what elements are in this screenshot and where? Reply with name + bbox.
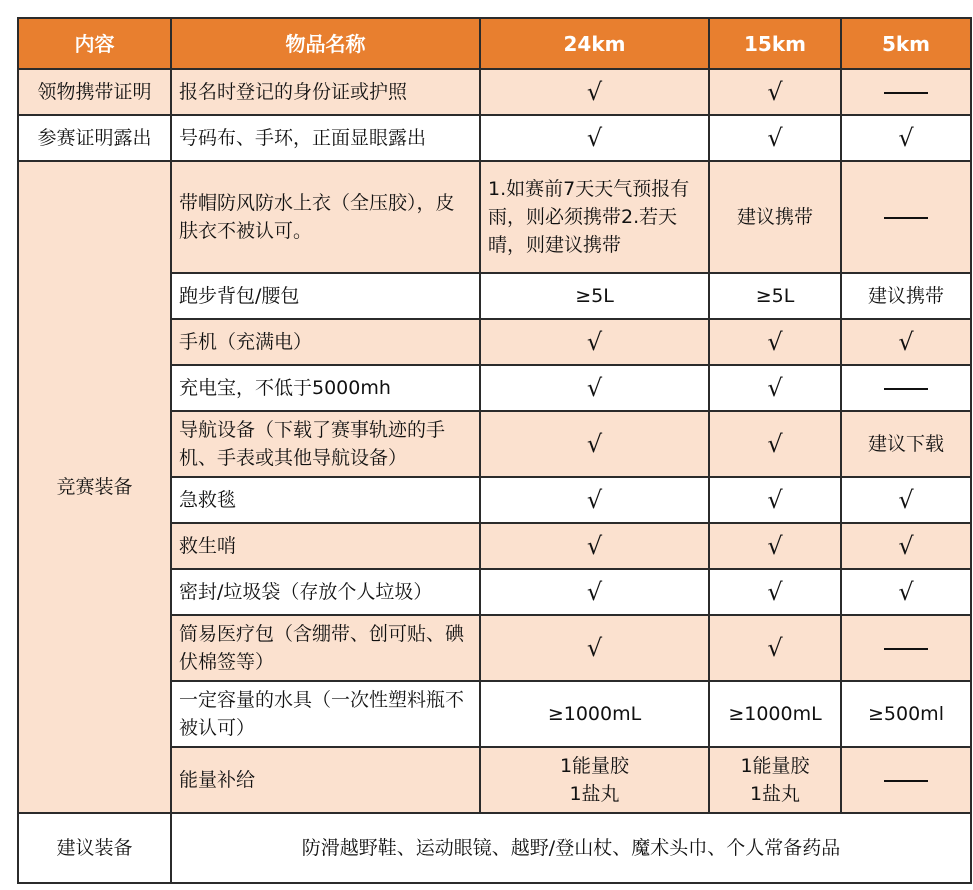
value-cell-15km: √	[709, 115, 841, 161]
item-cell: 一定容量的水具（一次性塑料瓶不被认可）	[171, 681, 480, 747]
value-cell-15km: √	[709, 319, 841, 365]
value-cell-5km: √	[841, 569, 971, 615]
value-cell-5km: ≥500ml	[841, 681, 971, 747]
item-cell: 手机（充满电）	[171, 319, 480, 365]
value-cell-24km: √	[480, 365, 709, 411]
item-cell: 导航设备（下载了赛事轨迹的手机、手表或其他导航设备）	[171, 411, 480, 477]
value-cell-24km: 1.如赛前7天天气预报有雨，则必须携带2.若天晴，则建议携带	[480, 161, 709, 273]
category-cell: 建议装备	[18, 813, 171, 883]
dash-icon	[884, 780, 928, 782]
header-5km: 5km	[841, 18, 971, 69]
header-content: 内容	[18, 18, 171, 69]
value-cell-5km: 建议携带	[841, 273, 971, 319]
value-cell-15km: √	[709, 477, 841, 523]
value-cell-24km: ≥5L	[480, 273, 709, 319]
item-cell: 带帽防风防水上衣（全压胶），皮肤衣不被认可。	[171, 161, 480, 273]
value-cell-24km: √	[480, 569, 709, 615]
value-cell-15km: √	[709, 411, 841, 477]
dash-icon	[884, 217, 928, 219]
table-row	[18, 813, 971, 883]
header-15km: 15km	[709, 18, 841, 69]
value-cell-15km	[709, 747, 841, 813]
item-cell: 跑步背包/腰包	[171, 273, 480, 319]
value-cell-15km: 建议携带	[709, 161, 841, 273]
dash-icon	[884, 388, 928, 390]
item-cell: 急救毯	[171, 477, 480, 523]
equipment-table	[17, 17, 972, 884]
value-cell-24km: √	[480, 319, 709, 365]
table-row	[18, 161, 971, 273]
value-cell-15km: √	[709, 615, 841, 681]
value-line: 1盐丸	[749, 783, 801, 805]
value-cell-24km: √	[480, 615, 709, 681]
value-line: 1能量胶	[740, 755, 810, 777]
value-cell-5km: √	[841, 115, 971, 161]
header-item-name: 物品名称	[171, 18, 480, 69]
value-cell-15km: ≥1000mL	[709, 681, 841, 747]
value-cell-24km: √	[480, 411, 709, 477]
value-cell-24km: √	[480, 115, 709, 161]
header-24km: 24km	[480, 18, 709, 69]
header-row	[18, 18, 971, 69]
value-cell-15km: √	[709, 523, 841, 569]
item-cell: 能量补给	[171, 747, 480, 813]
value-cell-5km: √	[841, 319, 971, 365]
dash-icon	[884, 92, 928, 94]
value-cell-5km	[841, 747, 971, 813]
value-cell-15km: ≥5L	[709, 273, 841, 319]
dash-icon	[884, 648, 928, 650]
value-cell-24km: √	[480, 523, 709, 569]
value-cell-15km: √	[709, 365, 841, 411]
value-cell-5km: 建议下载	[841, 411, 971, 477]
value-cell-24km: √	[480, 69, 709, 115]
category-cell: 参赛证明露出	[18, 115, 171, 161]
item-cell: 报名时登记的身份证或护照	[171, 69, 480, 115]
value-line: 1能量胶	[559, 755, 630, 777]
value-cell-24km: ≥1000mL	[480, 681, 709, 747]
category-cell: 竞赛装备	[18, 161, 171, 813]
value-cell-15km: √	[709, 69, 841, 115]
table-row	[18, 115, 971, 161]
value-cell-5km	[841, 161, 971, 273]
category-cell: 领物携带证明	[18, 69, 171, 115]
value-cell-5km	[841, 365, 971, 411]
value-cell-5km	[841, 69, 971, 115]
item-cell: 密封/垃圾袋（存放个人垃圾）	[171, 569, 480, 615]
item-cell: 充电宝，不低于5000mh	[171, 365, 480, 411]
value-cell-5km	[841, 615, 971, 681]
value-cell-15km: √	[709, 569, 841, 615]
value-line: 1盐丸	[569, 783, 620, 805]
value-cell-5km: √	[841, 477, 971, 523]
value-cell-24km	[480, 747, 709, 813]
item-cell: 救生哨	[171, 523, 480, 569]
recommended-items-cell: 防滑越野鞋、运动眼镜、越野/登山杖、魔术头巾、个人常备药品	[171, 813, 971, 883]
item-cell: 简易医疗包（含绷带、创可贴、碘伏棉签等）	[171, 615, 480, 681]
value-cell-5km: √	[841, 523, 971, 569]
value-cell-24km: √	[480, 477, 709, 523]
item-cell: 号码布、手环，正面显眼露出	[171, 115, 480, 161]
table-row	[18, 69, 971, 115]
